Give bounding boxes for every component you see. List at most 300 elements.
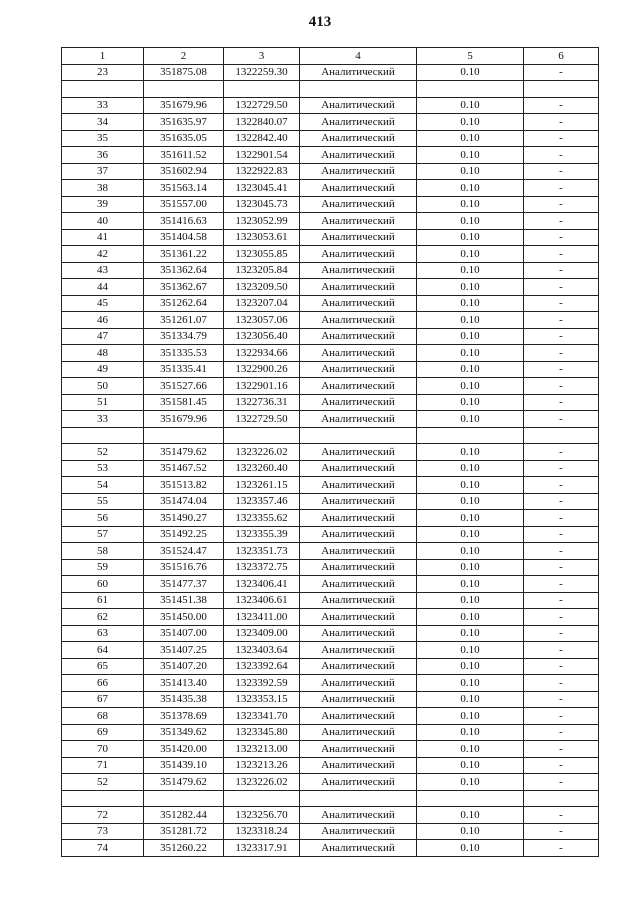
- table-cell: 1323261.15: [224, 477, 300, 494]
- table-cell: -: [524, 147, 599, 164]
- table-row: [62, 378, 599, 395]
- table-cell: 1323403.64: [224, 642, 300, 659]
- table-cell: 351611.52: [144, 147, 224, 164]
- empty-cell: [417, 790, 524, 807]
- table-cell: -: [524, 741, 599, 758]
- table-cell: 351407.00: [144, 625, 224, 642]
- table-cell: 1323226.02: [224, 444, 300, 461]
- table-row: [62, 691, 599, 708]
- table-cell: 0.10: [417, 493, 524, 510]
- table-cell: 0.10: [417, 510, 524, 527]
- table-cell: 74: [62, 840, 144, 857]
- table-cell: 54: [62, 477, 144, 494]
- table-cell: 1323406.41: [224, 576, 300, 593]
- table-cell: 1322259.30: [224, 64, 300, 81]
- header-cell: 4: [300, 48, 417, 65]
- table-cell: 351282.44: [144, 807, 224, 824]
- table-cell: 71: [62, 757, 144, 774]
- table-cell: 0.10: [417, 411, 524, 428]
- table-cell: 351451.38: [144, 592, 224, 609]
- table-cell: 351527.66: [144, 378, 224, 395]
- table-cell: 351679.96: [144, 411, 224, 428]
- table-cell: Аналитический: [300, 658, 417, 675]
- table-row: [62, 411, 599, 428]
- table-row: [62, 807, 599, 824]
- table-cell: 351262.64: [144, 295, 224, 312]
- table-cell: 0.10: [417, 543, 524, 560]
- table-cell: 1323209.50: [224, 279, 300, 296]
- header-cell: 1: [62, 48, 144, 65]
- table-cell: 0.10: [417, 559, 524, 576]
- table-cell: 351492.25: [144, 526, 224, 543]
- table-cell: 351407.25: [144, 642, 224, 659]
- table-cell: 1323392.64: [224, 658, 300, 675]
- table-cell: 0.10: [417, 213, 524, 230]
- table-cell: 64: [62, 642, 144, 659]
- table-cell: Аналитический: [300, 559, 417, 576]
- table-cell: 0.10: [417, 361, 524, 378]
- table-cell: 52: [62, 774, 144, 791]
- table-cell: -: [524, 312, 599, 329]
- table-row: [62, 460, 599, 477]
- table-cell: Аналитический: [300, 312, 417, 329]
- empty-cell: [300, 81, 417, 98]
- table-cell: 36: [62, 147, 144, 164]
- table-cell: 0.10: [417, 823, 524, 840]
- table-cell: Аналитический: [300, 757, 417, 774]
- table-cell: Аналитический: [300, 279, 417, 296]
- table-cell: -: [524, 592, 599, 609]
- table-cell: 351474.04: [144, 493, 224, 510]
- table-cell: Аналитический: [300, 411, 417, 428]
- table-row: [62, 97, 599, 114]
- table-cell: Аналитический: [300, 592, 417, 609]
- table-row: [62, 196, 599, 213]
- table-row: [62, 642, 599, 659]
- table-cell: 0.10: [417, 246, 524, 263]
- table-cell: -: [524, 526, 599, 543]
- table-cell: Аналитический: [300, 229, 417, 246]
- header-cell: 2: [144, 48, 224, 65]
- table-cell: 0.10: [417, 97, 524, 114]
- table-cell: 0.10: [417, 163, 524, 180]
- table-cell: 351349.62: [144, 724, 224, 741]
- table-cell: 48: [62, 345, 144, 362]
- table-cell: 60: [62, 576, 144, 593]
- table-cell: 0.10: [417, 229, 524, 246]
- table-cell: 1323045.41: [224, 180, 300, 197]
- table-row: [62, 477, 599, 494]
- table-cell: -: [524, 328, 599, 345]
- table-cell: 1323055.85: [224, 246, 300, 263]
- table-cell: -: [524, 378, 599, 395]
- empty-cell: [62, 790, 144, 807]
- table-cell: 0.10: [417, 807, 524, 824]
- header-cell: 6: [524, 48, 599, 65]
- table-cell: 35: [62, 130, 144, 147]
- table-cell: 1323260.40: [224, 460, 300, 477]
- table-cell: Аналитический: [300, 64, 417, 81]
- empty-cell: [224, 81, 300, 98]
- table-cell: Аналитический: [300, 180, 417, 197]
- table-cell: Аналитический: [300, 328, 417, 345]
- table-cell: 49: [62, 361, 144, 378]
- table-cell: 23: [62, 64, 144, 81]
- table-row: [62, 262, 599, 279]
- table-cell: 1323053.61: [224, 229, 300, 246]
- table-cell: 0.10: [417, 147, 524, 164]
- table-cell: Аналитический: [300, 642, 417, 659]
- table-row: [62, 114, 599, 131]
- table-cell: -: [524, 691, 599, 708]
- table-cell: Аналитический: [300, 526, 417, 543]
- table-cell: 351602.94: [144, 163, 224, 180]
- table-cell: 0.10: [417, 460, 524, 477]
- empty-cell: [62, 427, 144, 444]
- empty-cell: [524, 790, 599, 807]
- table-cell: 0.10: [417, 526, 524, 543]
- table-cell: 351635.97: [144, 114, 224, 131]
- table-cell: 1322934.66: [224, 345, 300, 362]
- table-row: [62, 147, 599, 164]
- table-cell: 351439.10: [144, 757, 224, 774]
- table-row: [62, 213, 599, 230]
- table-row: [62, 312, 599, 329]
- table-cell: 351281.72: [144, 823, 224, 840]
- table-cell: Аналитический: [300, 246, 417, 263]
- table-cell: -: [524, 708, 599, 725]
- table-cell: 1323345.80: [224, 724, 300, 741]
- table-row: [62, 625, 599, 642]
- table-cell: 0.10: [417, 378, 524, 395]
- table-cell: 59: [62, 559, 144, 576]
- table-cell: 351524.47: [144, 543, 224, 560]
- table-row: [62, 609, 599, 626]
- table-row: [62, 444, 599, 461]
- table-cell: -: [524, 510, 599, 527]
- table-cell: -: [524, 163, 599, 180]
- table-cell: 73: [62, 823, 144, 840]
- table-cell: 351435.38: [144, 691, 224, 708]
- table-cell: 1323318.24: [224, 823, 300, 840]
- table-row: [62, 328, 599, 345]
- table-cell: 351477.37: [144, 576, 224, 593]
- empty-cell: [300, 790, 417, 807]
- table-cell: 351335.41: [144, 361, 224, 378]
- table-cell: -: [524, 246, 599, 263]
- table-row: [62, 180, 599, 197]
- table-cell: -: [524, 444, 599, 461]
- table-cell: 351335.53: [144, 345, 224, 362]
- table-cell: 0.10: [417, 609, 524, 626]
- table-cell: Аналитический: [300, 543, 417, 560]
- table-cell: 1323317.91: [224, 840, 300, 857]
- table-cell: 0.10: [417, 312, 524, 329]
- table-cell: -: [524, 114, 599, 131]
- table-row: [62, 823, 599, 840]
- table-cell: -: [524, 279, 599, 296]
- table-cell: 351467.52: [144, 460, 224, 477]
- table-cell: Аналитический: [300, 477, 417, 494]
- table-cell: 351563.14: [144, 180, 224, 197]
- table-cell: 1323256.70: [224, 807, 300, 824]
- table-cell: Аналитический: [300, 97, 417, 114]
- table-row: [62, 757, 599, 774]
- table-cell: Аналитический: [300, 774, 417, 791]
- table-cell: -: [524, 576, 599, 593]
- table-cell: Аналитический: [300, 493, 417, 510]
- table-cell: Аналитический: [300, 510, 417, 527]
- table-body: [62, 64, 599, 856]
- table-cell: 1322901.16: [224, 378, 300, 395]
- table-cell: 1322736.31: [224, 394, 300, 411]
- table-cell: 50: [62, 378, 144, 395]
- table-cell: -: [524, 807, 599, 824]
- table-cell: 0.10: [417, 658, 524, 675]
- table-cell: 0.10: [417, 64, 524, 81]
- table-cell: 1322840.07: [224, 114, 300, 131]
- table-cell: 0.10: [417, 262, 524, 279]
- table-cell: 72: [62, 807, 144, 824]
- table-cell: 67: [62, 691, 144, 708]
- table-cell: -: [524, 229, 599, 246]
- table-cell: -: [524, 724, 599, 741]
- table-cell: 52: [62, 444, 144, 461]
- table-cell: -: [524, 477, 599, 494]
- table-cell: 1322729.50: [224, 97, 300, 114]
- table-cell: 351516.76: [144, 559, 224, 576]
- table-cell: -: [524, 411, 599, 428]
- table-cell: 47: [62, 328, 144, 345]
- table-cell: 1323372.75: [224, 559, 300, 576]
- table-row: [62, 130, 599, 147]
- table-cell: 53: [62, 460, 144, 477]
- table-cell: 351420.00: [144, 741, 224, 758]
- table-cell: 1323411.00: [224, 609, 300, 626]
- table-cell: Аналитический: [300, 609, 417, 626]
- table-cell: -: [524, 543, 599, 560]
- table-cell: 33: [62, 97, 144, 114]
- page-number: 413: [308, 14, 332, 30]
- table-cell: 0.10: [417, 328, 524, 345]
- table-cell: 55: [62, 493, 144, 510]
- table-cell: 41: [62, 229, 144, 246]
- table-cell: 0.10: [417, 592, 524, 609]
- empty-cell: [224, 427, 300, 444]
- table-row: [62, 64, 599, 81]
- table-row: [62, 246, 599, 263]
- table-cell: 62: [62, 609, 144, 626]
- table-cell: 1323205.84: [224, 262, 300, 279]
- table-row: [62, 543, 599, 560]
- table-row: [62, 295, 599, 312]
- table-row: [62, 279, 599, 296]
- table-cell: 1323406.61: [224, 592, 300, 609]
- table-row: [62, 163, 599, 180]
- empty-cell: [62, 81, 144, 98]
- table-cell: 0.10: [417, 741, 524, 758]
- coordinates-table: [61, 47, 599, 857]
- empty-cell: [300, 427, 417, 444]
- table-row: [62, 840, 599, 857]
- table-cell: 351490.27: [144, 510, 224, 527]
- table-cell: 1323392.59: [224, 675, 300, 692]
- table-cell: 351361.22: [144, 246, 224, 263]
- empty-cell: [524, 427, 599, 444]
- table-cell: 68: [62, 708, 144, 725]
- table-row: [62, 493, 599, 510]
- table-cell: Аналитический: [300, 576, 417, 593]
- table-cell: 0.10: [417, 757, 524, 774]
- table-cell: 1323056.40: [224, 328, 300, 345]
- table-row: [62, 510, 599, 527]
- table-cell: 0.10: [417, 279, 524, 296]
- table-cell: 0.10: [417, 625, 524, 642]
- table-row: [62, 559, 599, 576]
- table-cell: -: [524, 180, 599, 197]
- table-cell: 351479.62: [144, 444, 224, 461]
- table-cell: Аналитический: [300, 163, 417, 180]
- table-cell: 1322922.83: [224, 163, 300, 180]
- table-cell: 351378.69: [144, 708, 224, 725]
- table-cell: 0.10: [417, 708, 524, 725]
- table-cell: Аналитический: [300, 840, 417, 857]
- table-cell: 351407.20: [144, 658, 224, 675]
- table-header-row: [62, 48, 599, 65]
- table-row: [62, 774, 599, 791]
- table-cell: 1322900.26: [224, 361, 300, 378]
- table-cell: 0.10: [417, 642, 524, 659]
- table-cell: 33: [62, 411, 144, 428]
- table-cell: 351413.40: [144, 675, 224, 692]
- table-cell: 351581.45: [144, 394, 224, 411]
- table-cell: 0.10: [417, 345, 524, 362]
- table-cell: 56: [62, 510, 144, 527]
- table-row: [62, 658, 599, 675]
- table-cell: 51: [62, 394, 144, 411]
- table-cell: 1323409.00: [224, 625, 300, 642]
- table-cell: 0.10: [417, 691, 524, 708]
- table-cell: Аналитический: [300, 196, 417, 213]
- table-cell: -: [524, 394, 599, 411]
- table-cell: 1323213.00: [224, 741, 300, 758]
- table-cell: Аналитический: [300, 130, 417, 147]
- table-cell: 351261.07: [144, 312, 224, 329]
- table-cell: -: [524, 345, 599, 362]
- empty-cell: [524, 81, 599, 98]
- table-cell: -: [524, 460, 599, 477]
- table-row: [62, 741, 599, 758]
- table-cell: Аналитический: [300, 823, 417, 840]
- table-cell: Аналитический: [300, 708, 417, 725]
- table-cell: 351679.96: [144, 97, 224, 114]
- empty-cell: [144, 790, 224, 807]
- table-cell: -: [524, 757, 599, 774]
- table-cell: -: [524, 609, 599, 626]
- table-cell: 0.10: [417, 130, 524, 147]
- table-cell: 351513.82: [144, 477, 224, 494]
- table-row: [62, 708, 599, 725]
- table-cell: 38: [62, 180, 144, 197]
- table-cell: Аналитический: [300, 361, 417, 378]
- table-cell: 351260.22: [144, 840, 224, 857]
- table-cell: -: [524, 130, 599, 147]
- table-cell: Аналитический: [300, 213, 417, 230]
- table-cell: -: [524, 642, 599, 659]
- table-cell: 1323226.02: [224, 774, 300, 791]
- table-cell: 1323357.46: [224, 493, 300, 510]
- table-cell: 46: [62, 312, 144, 329]
- table-cell: Аналитический: [300, 741, 417, 758]
- table-cell: -: [524, 840, 599, 857]
- table-cell: 0.10: [417, 394, 524, 411]
- table-cell: Аналитический: [300, 295, 417, 312]
- table-cell: Аналитический: [300, 262, 417, 279]
- table-cell: -: [524, 675, 599, 692]
- table-cell: -: [524, 262, 599, 279]
- table-cell: 44: [62, 279, 144, 296]
- table-cell: Аналитический: [300, 147, 417, 164]
- table-cell: 70: [62, 741, 144, 758]
- table-cell: 0.10: [417, 444, 524, 461]
- table-cell: 351362.64: [144, 262, 224, 279]
- table-cell: Аналитический: [300, 807, 417, 824]
- table-cell: 37: [62, 163, 144, 180]
- table-cell: 69: [62, 724, 144, 741]
- table-cell: Аналитический: [300, 691, 417, 708]
- table-cell: 40: [62, 213, 144, 230]
- table-cell: 0.10: [417, 295, 524, 312]
- header-cell: 3: [224, 48, 300, 65]
- table-cell: -: [524, 658, 599, 675]
- table-separator-row: [62, 427, 599, 444]
- table-row: [62, 526, 599, 543]
- table-cell: Аналитический: [300, 444, 417, 461]
- table-cell: -: [524, 213, 599, 230]
- table-cell: 0.10: [417, 180, 524, 197]
- table-row: [62, 394, 599, 411]
- table-cell: -: [524, 823, 599, 840]
- table-cell: 0.10: [417, 774, 524, 791]
- header-cell: 5: [417, 48, 524, 65]
- table-cell: 0.10: [417, 675, 524, 692]
- table-row: [62, 675, 599, 692]
- table-cell: -: [524, 559, 599, 576]
- table-separator-row: [62, 790, 599, 807]
- table-cell: 1323045.73: [224, 196, 300, 213]
- table-cell: 0.10: [417, 576, 524, 593]
- table-cell: 1323213.26: [224, 757, 300, 774]
- table-cell: 351479.62: [144, 774, 224, 791]
- table-cell: 66: [62, 675, 144, 692]
- table-cell: 34: [62, 114, 144, 131]
- table-cell: 1323353.15: [224, 691, 300, 708]
- table-cell: 351875.08: [144, 64, 224, 81]
- table-cell: 1323341.70: [224, 708, 300, 725]
- table-cell: 351635.05: [144, 130, 224, 147]
- table-cell: -: [524, 196, 599, 213]
- empty-cell: [144, 81, 224, 98]
- table-cell: 351334.79: [144, 328, 224, 345]
- table-cell: -: [524, 774, 599, 791]
- table-cell: 0.10: [417, 196, 524, 213]
- table-cell: -: [524, 361, 599, 378]
- table-row: [62, 229, 599, 246]
- table-row: [62, 724, 599, 741]
- table-cell: 351362.67: [144, 279, 224, 296]
- table-cell: 351450.00: [144, 609, 224, 626]
- table-cell: 63: [62, 625, 144, 642]
